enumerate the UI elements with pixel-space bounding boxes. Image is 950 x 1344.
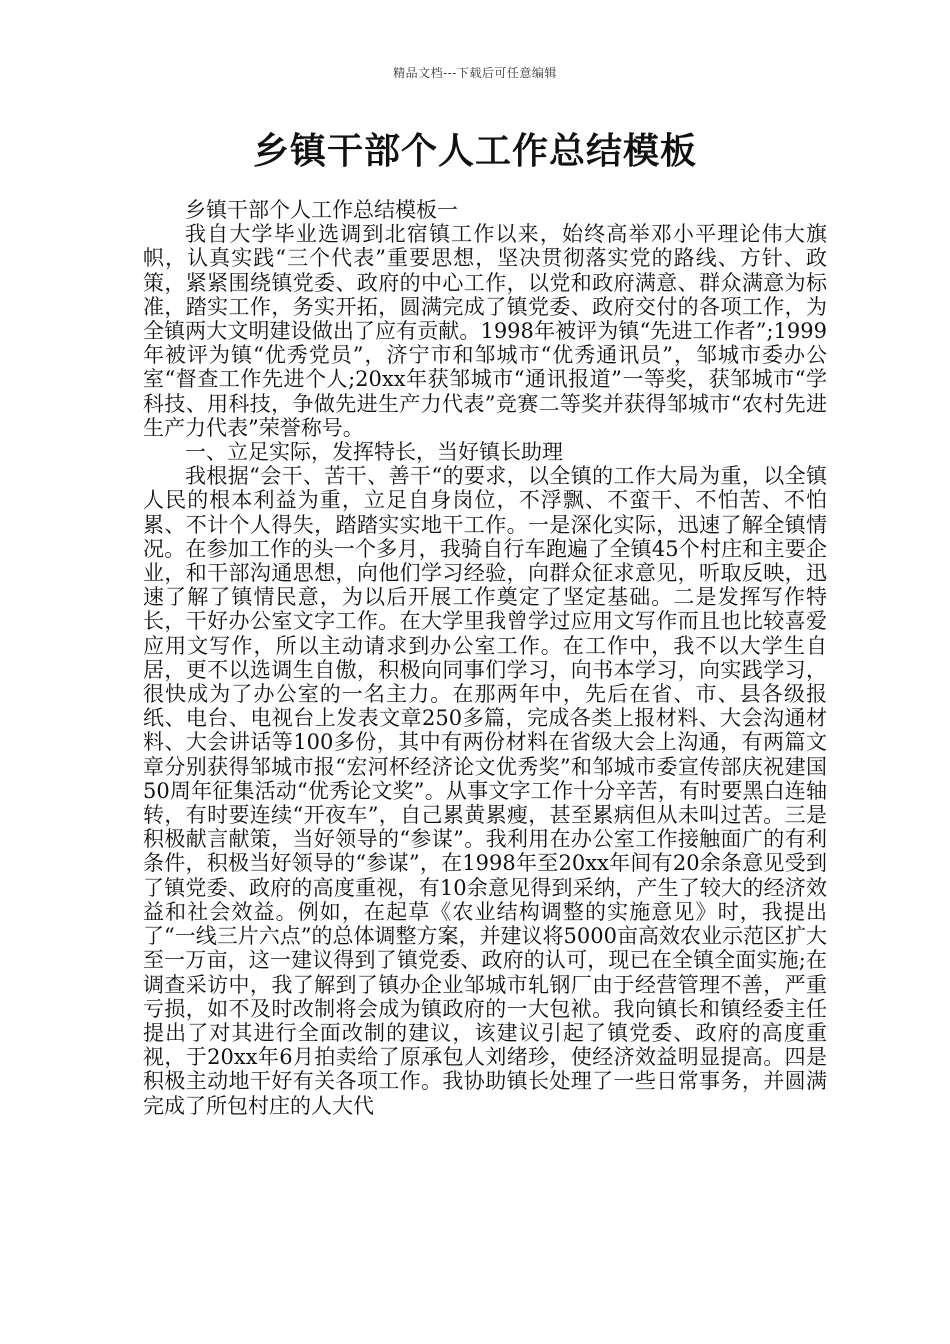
document-title: 乡镇干部个人工作总结模板	[252, 131, 697, 172]
section-heading: 一、立足实际，发挥特长，当好镇长助理	[185, 440, 563, 465]
paragraph-section-1: 我根据“会干、苦干、善干“的要求，以全镇的工作大局为重，以全镇人民的根本利益为重，立足自身岗位，不浮飘、不蛮干、不怕苦、不怕累、不计个人得失，踏踏实实地干工作。一是深化实际，迅速了解全镇情况。在参加工作的头一个多月，我骑自行车跑遍了全镇45个村庄和主要企业，和干部沟通思想，向他们学习经验，向群众征求意见，听取反映，迅速了解了镇情民意，为以后开展工作奠定了坚定基础。二是发挥写作特长，干好办公室文字工作。在大学里我曾学过应用文写作而且也比较喜爱应用文写作，所以主动请求到办公室工作。在工作中，我不以大学生自居，更不以选调生自傲，积极向同事们学习，向书本学习，向实践学习，很快成为了办公室的一名主力。在那两年中，先后在省、市、县各级报纸、电台、电视台上发表文章250多篇，完成各类上报材料、大会沟通材料、大会讲话等100多份，其中有两份材料在省级大会上沟通，有两篇文章分别获得邹城市报“宏河杯经济论文优秀奖”和邹城市委宣传部庆祝建国50周年征集活动“优秀论文奖”。从事文字工作十分辛苦，有时要黑白连轴转，有时要连续“开夜车”，自己累黄累瘦，甚至累病但从未叫过苦。三是积极献言献策，当好领导的“参谋”。我利用在办公室工作接触面广的有利条件，积极当好领导的“参谋”，在1998年至20xx年间有20余条意见受到了镇党委、政府的高度重视，有10余意见得到采纳，产生了较大的经济效益和社会效益。例如，在起草《农业结构调整的实施意见》时，我提出了“一线三片六点”的总体调整方案，并建议将5000亩高效农业示范区扩大至一万亩，这一建议得到了镇党委、政府的认可，现已在全镇全面实施;在调查采访中，我了解到了镇办企业邹城市轧钢厂由于经营管理不善，严重亏损，如不及时改制将会成为镇政府的一大包袱。我向镇长和镇经委主任提出了对其进行全面改制的建议，该建议引起了镇党委、政府的高度重视，于20xx年6月拍卖给了原承包人刘绪珍，使经济效益明显提高。四是积极主动地干好有关各项工作。我协助镇长处理了一些日常事务，并圆满完成了所包村庄的人大代	[143, 464, 827, 1118]
paragraph-subtitle: 乡镇干部个人工作总结模板一	[185, 198, 458, 222]
paragraph-intro: 我自大学毕业选调到北宿镇工作以来，始终高举邓小平理论伟大旗帜，认真实践“三个代表”重要思想，坚决贯彻落实党的路线、方针、政策，紧紧围绕镇党委、政府的中心工作，以党和政府满意、群众满意为标准，踏实工作，务实开拓，圆满完成了镇党委、政府交付的各项工作，为全镇两大文明建设做出了应有贡献。1998年被评为镇“先进工作者”;1999年被评为镇“优秀党员”，济宁市和邹城市“优秀通讯员”，邹城市委办公室“督查工作先进个人;20xx年获邹城市“通讯报道”一等奖，获邹城市“学科技、用科技，争做先进生产力代表”竞赛二等奖并获得邹城市“农村先进生产力代表”荣誉称号。	[143, 222, 827, 440]
header-note: 精品文档---下载后可任意编辑	[393, 66, 557, 80]
document-body	[143, 198, 827, 1118]
